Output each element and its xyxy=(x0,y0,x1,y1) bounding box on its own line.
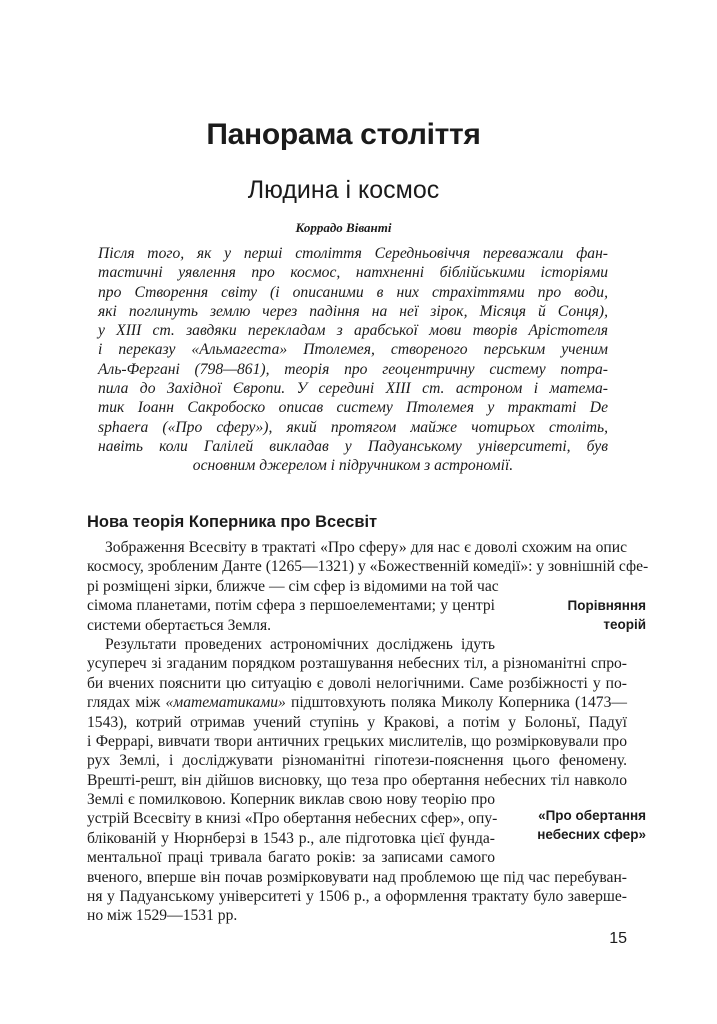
body-line: би вчених пояснити цю ситуацію є доволі нелогічними. Саме розбіжності у по- xyxy=(87,674,627,692)
body-line: системи обертається Земля. xyxy=(87,616,272,634)
body-line: рі розміщені зірки, ближче — сім сфер із відомими на той час xyxy=(87,577,499,595)
body-line: вченого, вперше він почав розмірковувати над проблемою ще під час перебуван- xyxy=(87,868,627,886)
body-line: но між 1529—1531 рр. xyxy=(87,907,238,925)
margin-note-line: теорій xyxy=(603,617,646,632)
body-line: Врешті-решт, він дійшов висновку, що теза про обертання небесних тіл навколо xyxy=(87,771,627,789)
intro-line: і переказу «Альмагеста» Птолемея, створеного перським ученим xyxy=(98,341,608,359)
margin-note-line: небесних сфер» xyxy=(537,827,646,842)
body-line: космосу, зробленим Данте (1265—1321) у «Божественній комедії»: у зовнішній сфе- xyxy=(87,558,649,576)
intro-line: тастичні уявлення про космос, натхненні біблійськими історіями xyxy=(98,264,608,282)
body-line: Результати проведених астрономічних досліджень ідуть xyxy=(105,635,495,653)
intro-line: sphaera («Про сферу»), який протягом майже чотирьох століть, xyxy=(98,418,608,436)
intro-line: навіть коли Галілей викладав у Падуанському університеті, був xyxy=(98,437,608,455)
intro-line: про Створення світу (і описаними в них страхіттями про води, xyxy=(98,283,608,301)
article-subtitle: Людина і космос xyxy=(247,176,440,204)
body-line: устрій Всесвіту в книзі «Про обертання небесних сфер», опу- xyxy=(87,810,498,828)
body-line: Зображення Всесвіту в трактаті «Про сферу» для нас є доволі схожим на опис xyxy=(105,539,627,556)
body-line-part: підштовхують поляка Миколу Коперника (1473— xyxy=(285,694,627,712)
author-name: Коррадо Віванті xyxy=(295,220,392,235)
intro-line: Після того, як у перші століття Середньовіччя переважали фан- xyxy=(98,245,608,262)
margin-note-comparison xyxy=(568,596,646,634)
page-title: Панорама століття xyxy=(206,118,481,151)
body-line: рух Землі, і досліджувати різноманітні гіпотези-пояснення цього феномену. xyxy=(87,752,627,770)
intro-line: Аль-Фергані (798—861), теорія про геоцентричну систему потра- xyxy=(98,360,608,378)
section-heading: Нова теорія Коперника про Всесвіт xyxy=(87,513,378,531)
body-line: 1543), котрий отримав учений ступінь у Кракові, а потім у Болоньї, Падуї xyxy=(87,713,627,731)
body-line: Землі є помилковою. Коперник виклав свою нову теорію про xyxy=(87,791,495,809)
margin-note-revolutions xyxy=(537,806,646,844)
body-line: усупереч зі згаданим порядком розташування небесних тіл, а різноманітні спро- xyxy=(87,655,627,673)
intro-paragraph xyxy=(98,244,608,476)
margin-note-line: «Про обертання xyxy=(538,808,646,823)
body-paragraphs xyxy=(87,538,649,926)
body-line-italic: «математиками» xyxy=(165,694,286,712)
intro-line: які поглинуть землю через падіння на неї зірок, Місяця й Сонця), xyxy=(98,302,608,320)
margin-note-line: Порівняння xyxy=(567,598,646,613)
intro-line: у XIII ст. завдяки перекладам з арабської мови творів Арістотеля xyxy=(98,322,608,340)
page-number: 15 xyxy=(609,930,627,947)
body-line: і Феррарі, вивчати твори античних грецьких мислителів, що розмірковували про xyxy=(87,732,627,750)
body-line xyxy=(87,693,627,712)
body-line: ментальної праці тривала багато років: за записами самого xyxy=(87,849,495,867)
body-line: ня у Падуанському університеті у 1506 р., а оформлення трактату було заверше- xyxy=(87,888,627,906)
intro-line: тик Іоанн Сакробоско описав систему Птолемея у трактаті De xyxy=(98,399,608,417)
body-line: сімома планетами, потім сфера з першоелементами; у центрі xyxy=(87,597,495,615)
body-line: блікованій у Нюрнберзі в 1543 р., але підготовка цієї фунда- xyxy=(87,829,495,847)
intro-line: основним джерелом і підручником з астрономії. xyxy=(192,457,514,475)
body-line-part: глядах між xyxy=(87,694,166,712)
intro-line: пила до Західної Європи. У середині XIII ст. астроном і матема- xyxy=(98,380,608,398)
